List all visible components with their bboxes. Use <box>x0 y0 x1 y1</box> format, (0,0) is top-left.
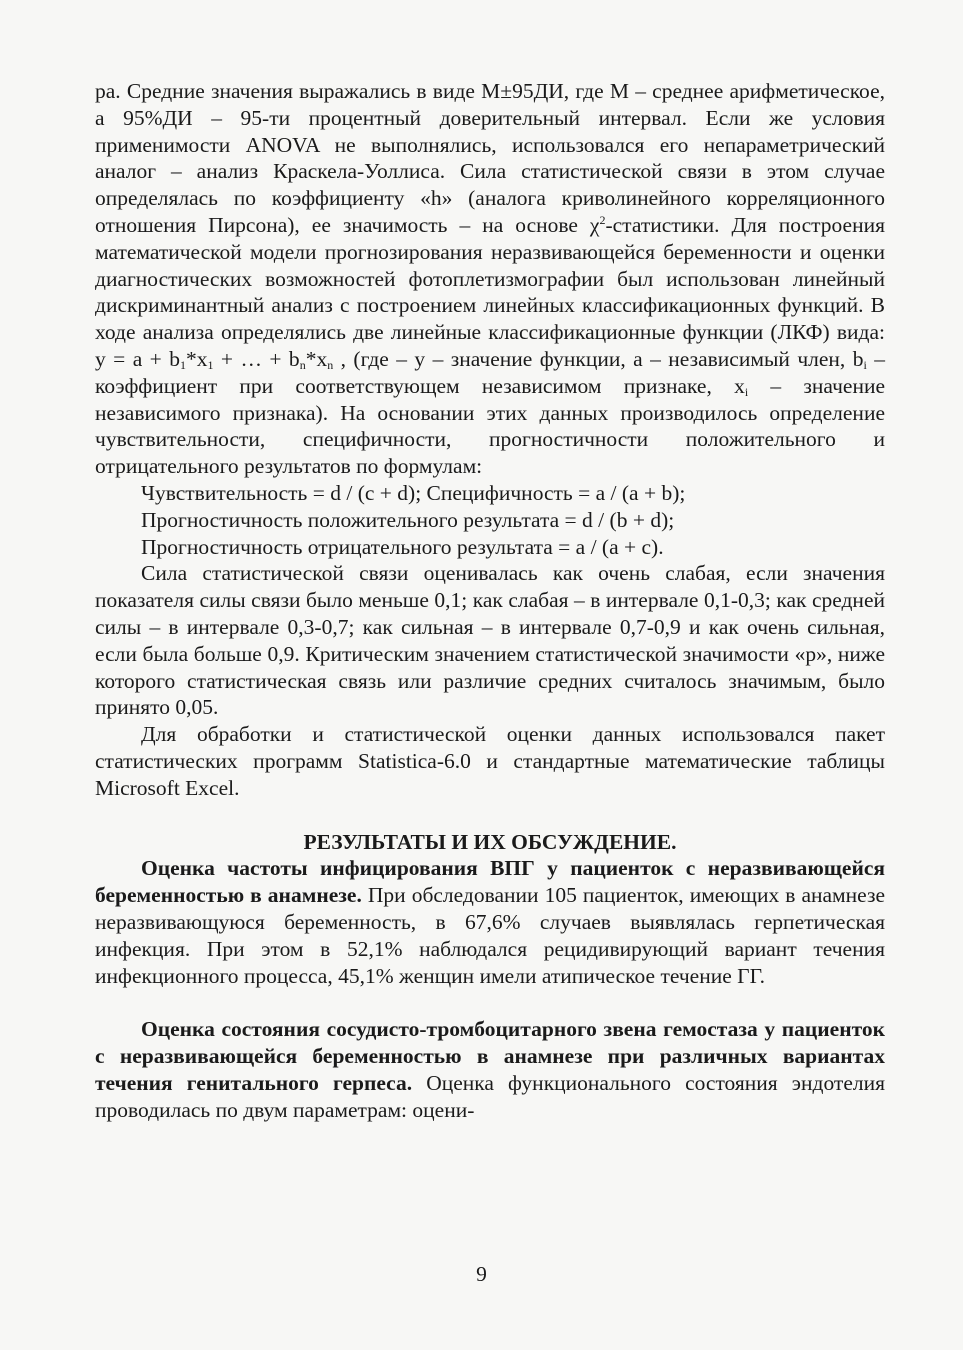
paragraph-software: Для обработки и статистической оценки данных использовался пакет статистических программ Statistica-6.0 и стандартные математические таблицы Microsoft Excel. <box>95 722 885 800</box>
paragraph-hemostasis: Оценка состояния сосудисто-тромбоцитарного звена гемостаза у пациенток с неразвивающейся беременностью в анамнезе при различных вариантах течения генитального герпеса. Оценка функционального состояния эндотелия проводилась по двум параметрам: оцени- <box>95 1017 885 1122</box>
paragraph-hsv-frequency: Оценка частоты инфицирования ВПГ у пациенток с неразвивающейся беременностью в анамнезе. При обследовании 105 пациенток, имеющих в анамнезе неразвивающуюся беременность, в 67,6% случаев выявлялась герпетическая инфекция. При этом в 52,1% наблюдался рецидивирующий вариант течения инфекционного процесса, 45,1% женщин имели атипическое течение ГГ. <box>95 856 885 988</box>
page-content <box>95 78 885 1123</box>
page-number: 9 <box>476 1262 487 1286</box>
formula-sensitivity-specificity: Чувствительность = d / (c + d); Специфичность = a / (a + b); <box>141 480 686 505</box>
formula-positive-predictive: Прогностичность положительного результата = d / (b + d); <box>141 507 675 532</box>
section-heading: РЕЗУЛЬТАТЫ И ИХ ОБСУЖДЕНИЕ. <box>303 829 677 854</box>
formula-negative-predictive: Прогностичность отрицательного результата = a / (a + c). <box>141 534 664 559</box>
paragraph-strength-scale: Сила статистической связи оценивалась как очень слабая, если значения показателя силы связи было меньше 0,1; как слабая – в интервале 0,1-0,3; как средней силы – в интервале 0,3-0,7; как сильная – в интервале 0,7-0,9 и как очень сильная, если была больше 0,9. Критическим значением статистической значимости «р», ниже которого статистическая связь или различие средних считалось значимым, было принято 0,05. <box>95 561 885 720</box>
paragraph-lead-bold: Оценка частоты инфицирования ВПГ у пациенток с неразвивающейся беременностью в анамнезе. <box>95 856 885 908</box>
paragraph-methods: ра. Средние значения выражались в виде М±95ДИ, где М – среднее арифметическое, а 95%ДИ – 95-ти процентный доверительный интервал. Если же условия применимости ANOVA не выполнялись, использовался его непараметрический аналог – анализ Краскела-Уоллиса. Сила статистической связи в этом случае определялась по коэффициенту «h» (аналога криволинейного корреляционного отношения Пирсона), ее значимость – на основе $\chi^2$-статистики. Для построения математической модели прогнозирования неразвивающейся беременности и оценки диагностических возможностей фотоплетизмографии был использован линейный дискриминантный анализ с построением линейных классификационных функций. В ходе анализа определялись две линейные классификационные функции (ЛКФ) вида: $y = a + b_1*x_1$ + … + $b_n*x_n$ , (где – y – значение функции, a – независимый член, $b_i$ – коэффициент при соответствующем независимом признаке, $x_i$ – значение независимого признака). На основании этих данных производилось определение чувствительности, специфичности, прогностичности положительного и отрицательного результатов по формулам: <box>95 79 886 479</box>
paragraph-lead-bold: Оценка состояния сосудисто-тромбоцитарного звена гемостаза у пациенток с неразвивающейся беременностью в анамнезе при различных вариантах течения генитального герпеса. <box>95 1017 885 1095</box>
